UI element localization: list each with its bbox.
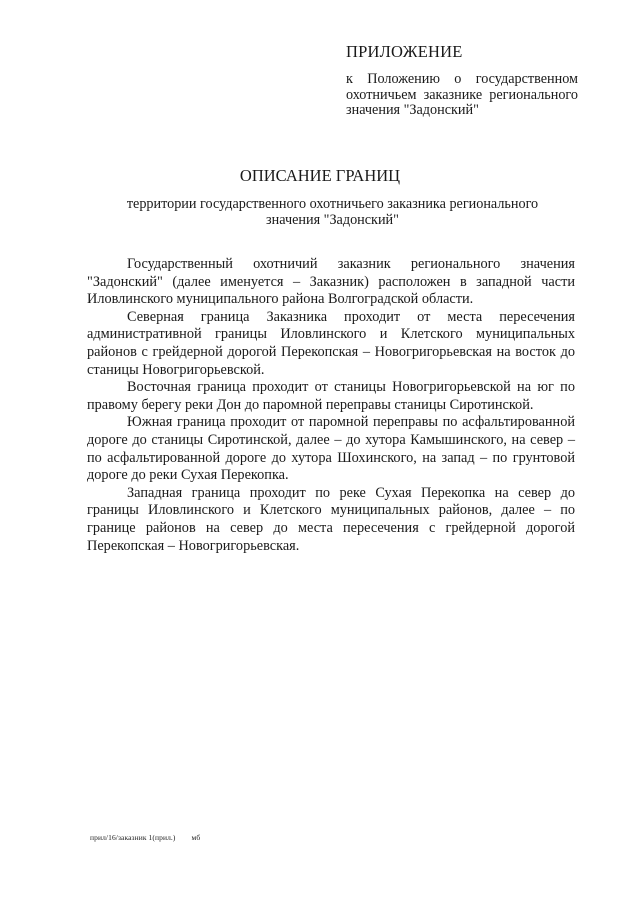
footer-initials: мб [191,833,201,842]
document-body [87,256,575,555]
paragraph-south-border: Южная граница проходит от паромной переправы по асфальтированной дороге до станицы Сиротинской, далее – до хутора Камышинского, на север – по асфальтированной дороге до хутора Шохинского, на запад – по грунтовой дороге до реки Сухая Перекопка. [87,414,575,484]
appendix-reference: к Положению о государственном охотничьем заказнике регионального значения "Задонский" [346,71,578,118]
document-subtitle: территории государственного охотничьего заказника регионального значения "Задонский" [126,196,539,228]
footer-file-reference [90,833,200,842]
paragraph-north-border: Северная граница Заказника проходит от места пересечения административной границы Иловлинского и Клетского муниципальных районов с грейдерной дорогой Перекопская – Новогригорьевская на восток до станицы Новогригорьевской. [87,308,575,378]
paragraph-west-border: Западная граница проходит по реке Сухая Перекопка на север до границы Иловлинского и Клетского муниципальных районов, далее – по границе районов на север до места пересечения с грейдерной дорогой Перекопская – Новогригорьевская. [87,484,575,554]
appendix-title: ПРИЛОЖЕНИЕ [346,42,463,61]
document-title: ОПИСАНИЕ ГРАНИЦ [239,166,401,185]
paragraph-intro: Государственный охотничий заказник регионального значения "Задонский" (далее именуется – Заказник) расположен в западной части Иловлинского муниципального района Волгоградской области. [87,256,575,308]
footer-file-ref: прил/16/заказник 1(прил.) [90,833,176,842]
paragraph-east-border: Восточная граница проходит от станицы Новогригорьевской на юг по правому берегу реки Дон до паромной переправы станицы Сиротинской. [87,379,575,413]
